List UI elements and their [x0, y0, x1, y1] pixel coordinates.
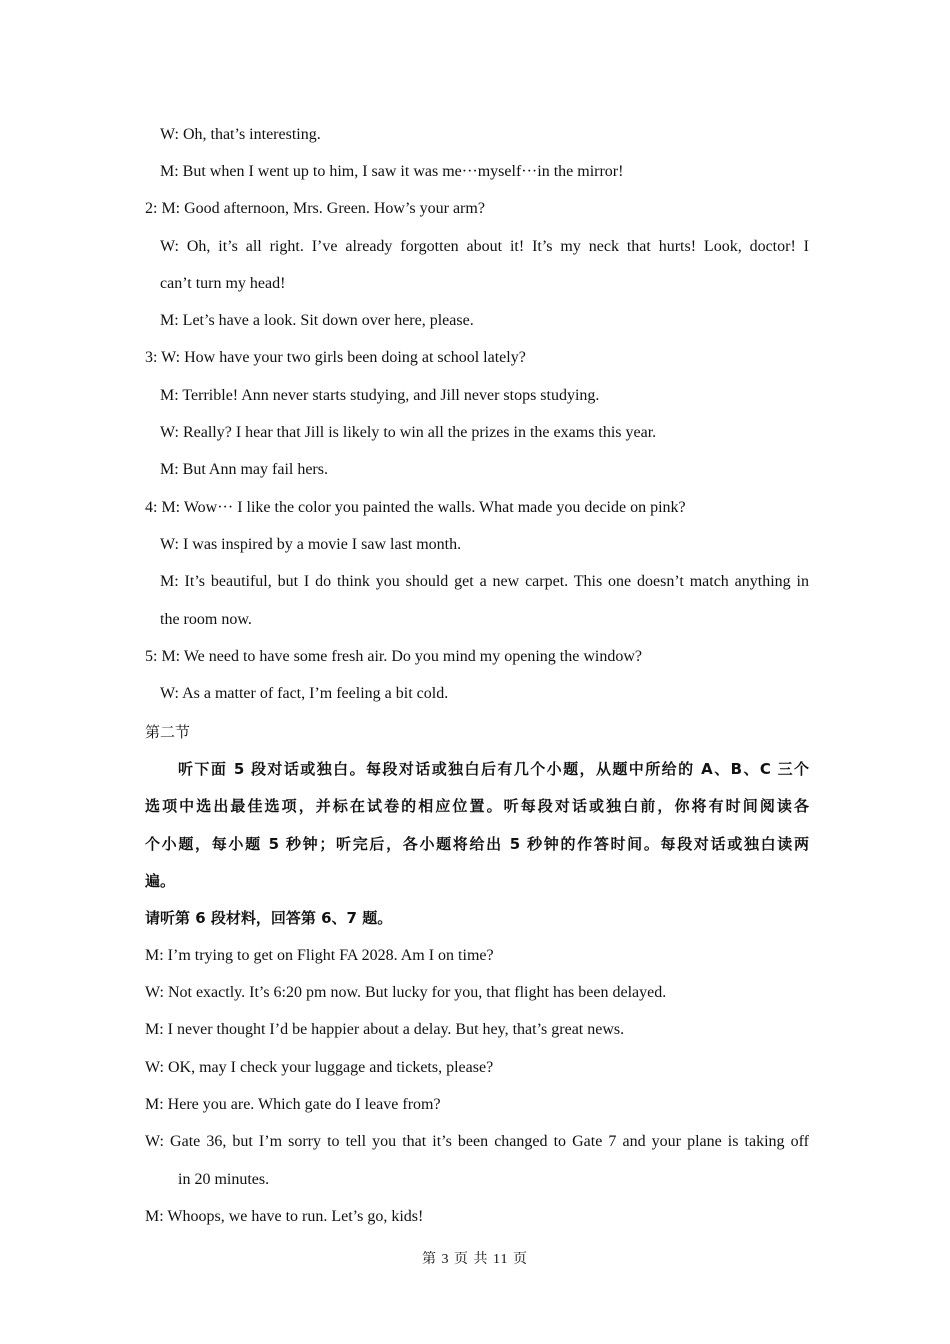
dialogue-line: W: OK, may I check your luggage and tickets, please?	[145, 1059, 494, 1076]
dialogue-line: W: Oh, it’s all right. I’ve already forgotten about it! It’s my neck that hurts! Look, doctor! I	[160, 238, 809, 255]
dialogue-line: M: It’s beautiful, but I do think you should get a new carpet. This one doesn’t match anything in	[160, 573, 809, 590]
dialogue-line: M: But when I went up to him, I saw it was me···myself···in the mirror!	[160, 163, 624, 180]
instruction-line: 听下面 5 段对话或独白。每段对话或独白后有几个小题，从题中所给的 A、B、C 三个	[178, 760, 809, 778]
dialogue-line: W: Not exactly. It’s 6:20 pm now. But lucky for you, that flight has been delayed.	[145, 984, 667, 1001]
dialogue-line: W: Really? I hear that Jill is likely to win all the prizes in the exams this year.	[160, 424, 657, 441]
instruction-line: 个小题，每小题 5 秒钟；听完后，各小题将给出 5 秒钟的作答时间。每段对话或独白读两	[145, 835, 809, 853]
dialogue-line: M: I never thought I’d be happier about a delay. But hey, that’s great news.	[145, 1021, 625, 1038]
dialogue-line: W: I was inspired by a movie I saw last month.	[160, 536, 462, 553]
dialogue-line: M: Here you are. Which gate do I leave from?	[145, 1096, 441, 1113]
dialogue-item-3: 3: W: How have your two girls been doing at school lately?	[145, 349, 526, 366]
dialogue-line: W: Gate 36, but I’m sorry to tell you that it’s been changed to Gate 7 and your plane is taking off	[145, 1133, 809, 1150]
dialogue-line: in 20 minutes.	[178, 1171, 270, 1188]
instruction-line: 遍。	[145, 872, 176, 890]
dialogue-line: M: Let’s have a look. Sit down over here, please.	[160, 312, 474, 329]
dialogue-line: M: Terrible! Ann never starts studying, and Jill never stops studying.	[160, 387, 600, 404]
material-heading: 请听第 6 段材料，回答第 6、7 题。	[145, 909, 393, 927]
dialogue-line: M: I’m trying to get on Flight FA 2028. Am I on time?	[145, 947, 494, 964]
dialogue-item-4: 4: M: Wow··· I like the color you painted the walls. What made you decide on pink?	[145, 499, 686, 516]
dialogue-line: M: But Ann may fail hers.	[160, 461, 328, 478]
dialogue-line: the room now.	[160, 611, 252, 628]
dialogue-line: W: Oh, that’s interesting.	[160, 126, 321, 143]
dialogue-line: W: As a matter of fact, I’m feeling a bit cold.	[160, 685, 449, 702]
dialogue-line: M: Whoops, we have to run. Let’s go, kids!	[145, 1208, 424, 1225]
dialogue-item-2: 2: M: Good afternoon, Mrs. Green. How’s your arm?	[145, 200, 485, 217]
page-footer: 第 3 页 共 11 页	[422, 1252, 528, 1267]
section-heading: 第二节	[145, 723, 191, 741]
instruction-line: 选项中选出最佳选项，并标在试卷的相应位置。听每段对话或独白前，你将有时间阅读各	[145, 797, 809, 815]
dialogue-line: can’t turn my head!	[160, 275, 286, 292]
dialogue-item-5: 5: M: We need to have some fresh air. Do you mind my opening the window?	[145, 648, 642, 665]
